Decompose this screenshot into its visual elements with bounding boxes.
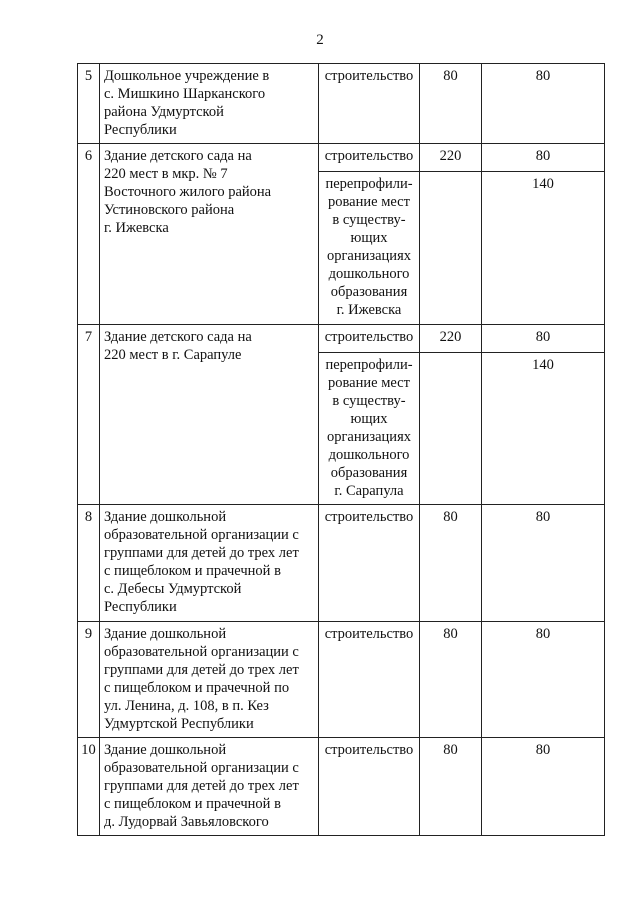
value: 80 <box>482 622 605 738</box>
table-row <box>78 64 605 144</box>
value: 80 <box>482 325 605 353</box>
capacity <box>420 353 482 505</box>
facilities-table <box>77 63 605 836</box>
row-number: 7 <box>78 325 100 505</box>
facility-name: Здание детского сада на 220 мест в мкр. № 7 Восточного жилого района Устиновского района г. Ижевска <box>100 144 319 325</box>
table-row <box>78 738 605 836</box>
row-number: 9 <box>78 622 100 738</box>
value: 80 <box>482 505 605 622</box>
work-type: строительство <box>319 144 420 172</box>
work-type: строительство <box>319 622 420 738</box>
page-number: 2 <box>316 32 324 48</box>
capacity: 80 <box>420 505 482 622</box>
value: 140 <box>482 353 605 505</box>
work-type: перепрофили- рование мест в существу- ющих организациях дошкольного образования г. Сарапула <box>319 353 420 505</box>
capacity: 80 <box>420 64 482 144</box>
table-row <box>78 505 605 622</box>
row-number: 8 <box>78 505 100 622</box>
table-row <box>78 622 605 738</box>
work-type: перепрофили- рование мест в существу- ющих организациях дошкольного образования г. Ижевска <box>319 172 420 325</box>
work-type: строительство <box>319 505 420 622</box>
value: 80 <box>482 64 605 144</box>
row-number: 6 <box>78 144 100 325</box>
value: 140 <box>482 172 605 325</box>
work-type: строительство <box>319 325 420 353</box>
facility-name: Здание дошкольной образовательной организации с группами для детей до трех лет с пищеблоком и прачечной в д. Лудорвай Завьяловского <box>100 738 319 836</box>
capacity: 220 <box>420 325 482 353</box>
row-number: 5 <box>78 64 100 144</box>
table-row <box>78 144 605 172</box>
facility-name: Здание детского сада на 220 мест в г. Сарапуле <box>100 325 319 505</box>
capacity: 220 <box>420 144 482 172</box>
facility-name: Дошкольное учреждение в с. Мишкино Шарканского района Удмуртской Республики <box>100 64 319 144</box>
facility-name: Здание дошкольной образовательной организации с группами для детей до трех лет с пищеблоком и прачечной по ул. Ленина, д. 108, в п. Кез Удмуртской Республики <box>100 622 319 738</box>
capacity <box>420 172 482 325</box>
work-type: строительство <box>319 738 420 836</box>
work-type: строительство <box>319 64 420 144</box>
value: 80 <box>482 738 605 836</box>
capacity: 80 <box>420 622 482 738</box>
table-row <box>78 325 605 353</box>
facility-name: Здание дошкольной образовательной организации с группами для детей до трех лет с пищеблоком и прачечной в с. Дебесы Удмуртской Республики <box>100 505 319 622</box>
row-number: 10 <box>78 738 100 836</box>
value: 80 <box>482 144 605 172</box>
capacity: 80 <box>420 738 482 836</box>
